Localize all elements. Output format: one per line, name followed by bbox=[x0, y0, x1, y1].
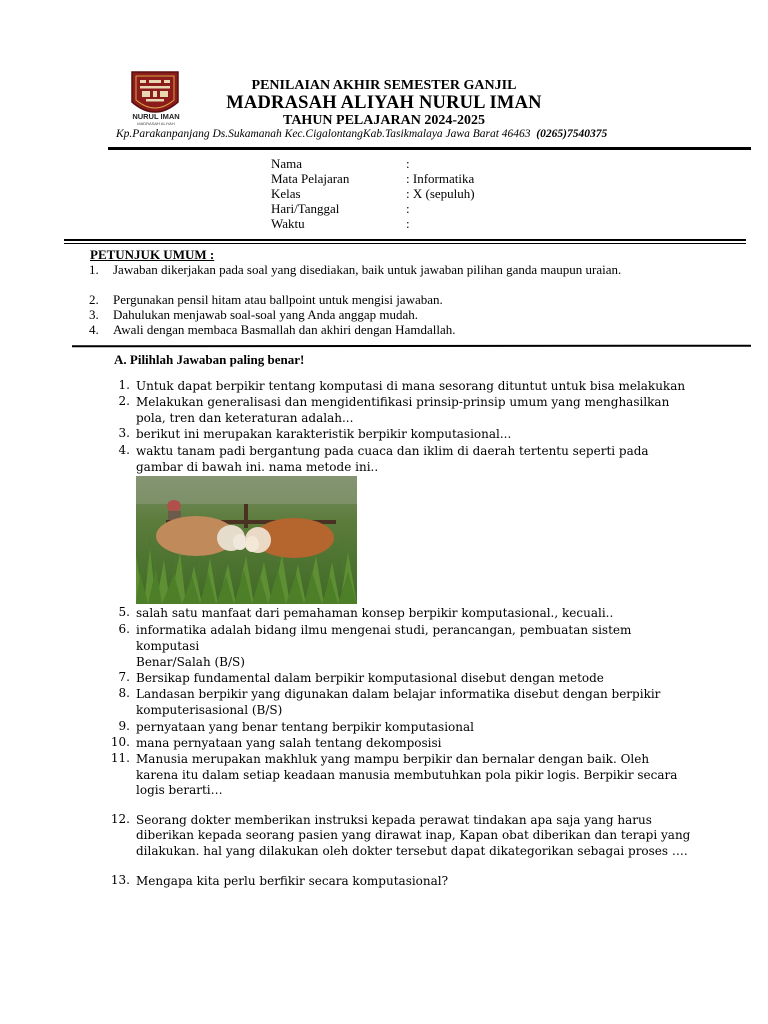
instruction-text: Pergunakan pensil hitam atau ballpoint untuk mengisi jawaban. bbox=[113, 292, 443, 307]
header-divider bbox=[108, 147, 751, 150]
question-line: waktu tanam padi bergantung pada cuaca dan iklim di daerah tertentu seperti pada bbox=[136, 444, 649, 458]
question-number: 8. bbox=[118, 686, 130, 700]
question-number: 3. bbox=[118, 426, 130, 440]
question-line: diberikan kepada seorang pasien yang dirawat inap, Kapan obat diberikan dan terapi yang bbox=[136, 828, 691, 842]
exam-title: PENILAIAN AKHIR SEMESTER GANJIL bbox=[251, 78, 517, 93]
question-line: Landasan berpikir yang digunakan dalam belajar informatika disebut dengan berpikir bbox=[136, 687, 661, 701]
info-value-mapel: : Informatika bbox=[406, 171, 475, 186]
school-name: MADRASAH ALIYAH NURUL IMAN bbox=[226, 93, 542, 113]
info-label-kelas: Kelas bbox=[271, 186, 301, 201]
question-line: Benar/Salah (B/S) bbox=[136, 655, 245, 669]
info-value-nama: : bbox=[406, 156, 410, 171]
question-line: salah satu manfaat dari pemahaman konsep berpikir komputasional., kecuali.. bbox=[136, 606, 614, 620]
info-divider-thin bbox=[64, 243, 746, 244]
section-a-title: A. Pilihlah Jawaban paling benar! bbox=[114, 352, 305, 367]
question-line: Seorang dokter memberikan instruksi kepada perawat tindakan apa saja yang harus bbox=[136, 813, 652, 827]
question-number: 5. bbox=[118, 605, 130, 619]
logo-text-main: NURUL IMAN bbox=[132, 112, 180, 121]
school-year: TAHUN PELAJARAN 2024-2025 bbox=[283, 113, 485, 128]
instruction-text: Awali dengan membaca Basmallah dan akhiri dengan Hamdallah. bbox=[113, 322, 456, 337]
question-number: 11. bbox=[110, 751, 130, 765]
info-label-nama: Nama bbox=[271, 156, 303, 171]
question-line: logis berarti… bbox=[136, 783, 223, 797]
question-line: Manusia merupakan makhluk yang mampu berpikir dan bernalar dengan baik. Oleh bbox=[136, 752, 650, 766]
instruction-number: 2. bbox=[89, 292, 99, 307]
question-line: Melakukan generalisasi dan mengidentifikasi prinsip-prinsip umum yang menghasilkan bbox=[136, 395, 670, 409]
question-line: Bersikap fundamental dalam berpikir komputasional disebut dengan metode bbox=[136, 671, 604, 685]
question-number: 9. bbox=[118, 719, 130, 733]
instructions-title: PETUNJUK UMUM : bbox=[90, 247, 215, 262]
question-line: Untuk dapat berpikir tentang komputasi di mana sesorang dituntut untuk bisa melakukan bbox=[136, 379, 686, 393]
cattle-plowing-photo bbox=[136, 476, 357, 604]
info-label-waktu: Waktu bbox=[271, 216, 305, 231]
question-line: komputerisasional (B/S) bbox=[136, 703, 283, 717]
question-line: karena itu dalam setiap keadaan manusia membutuhkan pola pikir logis. Berpikir secara bbox=[136, 768, 678, 782]
question-number: 13. bbox=[110, 873, 130, 887]
instruction-text: Dahulukan menjawab soal-soal yang Anda anggap mudah. bbox=[113, 307, 419, 322]
question-line: Mengapa kita perlu berfikir secara komputasional? bbox=[136, 874, 449, 888]
phone-number: (0265)7540375 bbox=[536, 128, 608, 140]
question-number: 7. bbox=[118, 670, 130, 684]
school-address bbox=[116, 128, 607, 140]
instruction-number: 1. bbox=[89, 262, 99, 277]
question-line: informatika adalah bidang ilmu mengenai studi, perancangan, pembuatan sistem bbox=[136, 623, 632, 637]
question-line: berikut ini merupakan karakteristik berpikir komputasional... bbox=[136, 427, 512, 441]
instruction-text: Jawaban dikerjakan pada soal yang disediakan, baik untuk jawaban pilihan ganda maupun uraian. bbox=[113, 262, 622, 277]
logo-text-sub: MADRASAH ALIYAH bbox=[137, 121, 175, 126]
question-number: 4. bbox=[118, 443, 130, 457]
info-value-waktu: : bbox=[406, 216, 410, 231]
question-line: komputasi bbox=[136, 639, 200, 653]
question-number: 2. bbox=[118, 394, 130, 408]
question-line: dilakukan. hal yang dilakukan oleh dokter tersebut dapat dikategorikan sebagai proses …. bbox=[136, 844, 688, 858]
instruction-number: 3. bbox=[89, 307, 99, 322]
question-line: pernyataan yang benar tentang berpikir komputasional bbox=[136, 720, 474, 734]
info-divider bbox=[64, 239, 746, 241]
question-line: gambar di bawah ini. nama metode ini.. bbox=[136, 460, 379, 474]
info-value-kelas: : X (sepuluh) bbox=[406, 186, 475, 201]
info-value-tanggal: : bbox=[406, 201, 410, 216]
question-number: 10. bbox=[110, 735, 130, 749]
question-number: 12. bbox=[110, 812, 130, 826]
question-line: mana pernyataan yang salah tentang dekomposisi bbox=[136, 736, 442, 750]
info-label-tanggal: Hari/Tanggal bbox=[271, 201, 340, 216]
address-text: Kp.Parakanpanjang Ds.Sukamanah Kec.CigalontangKab.Tasikmalaya Jawa Barat 46463 bbox=[116, 128, 531, 140]
instruction-number: 4. bbox=[89, 322, 99, 337]
info-label-mapel: Mata Pelajaran bbox=[271, 171, 350, 186]
section-divider bbox=[72, 345, 751, 348]
question-number: 1. bbox=[118, 378, 130, 392]
question-line: pola, tren dan keteraturan adalah... bbox=[136, 411, 354, 425]
question-number: 6. bbox=[118, 622, 130, 636]
